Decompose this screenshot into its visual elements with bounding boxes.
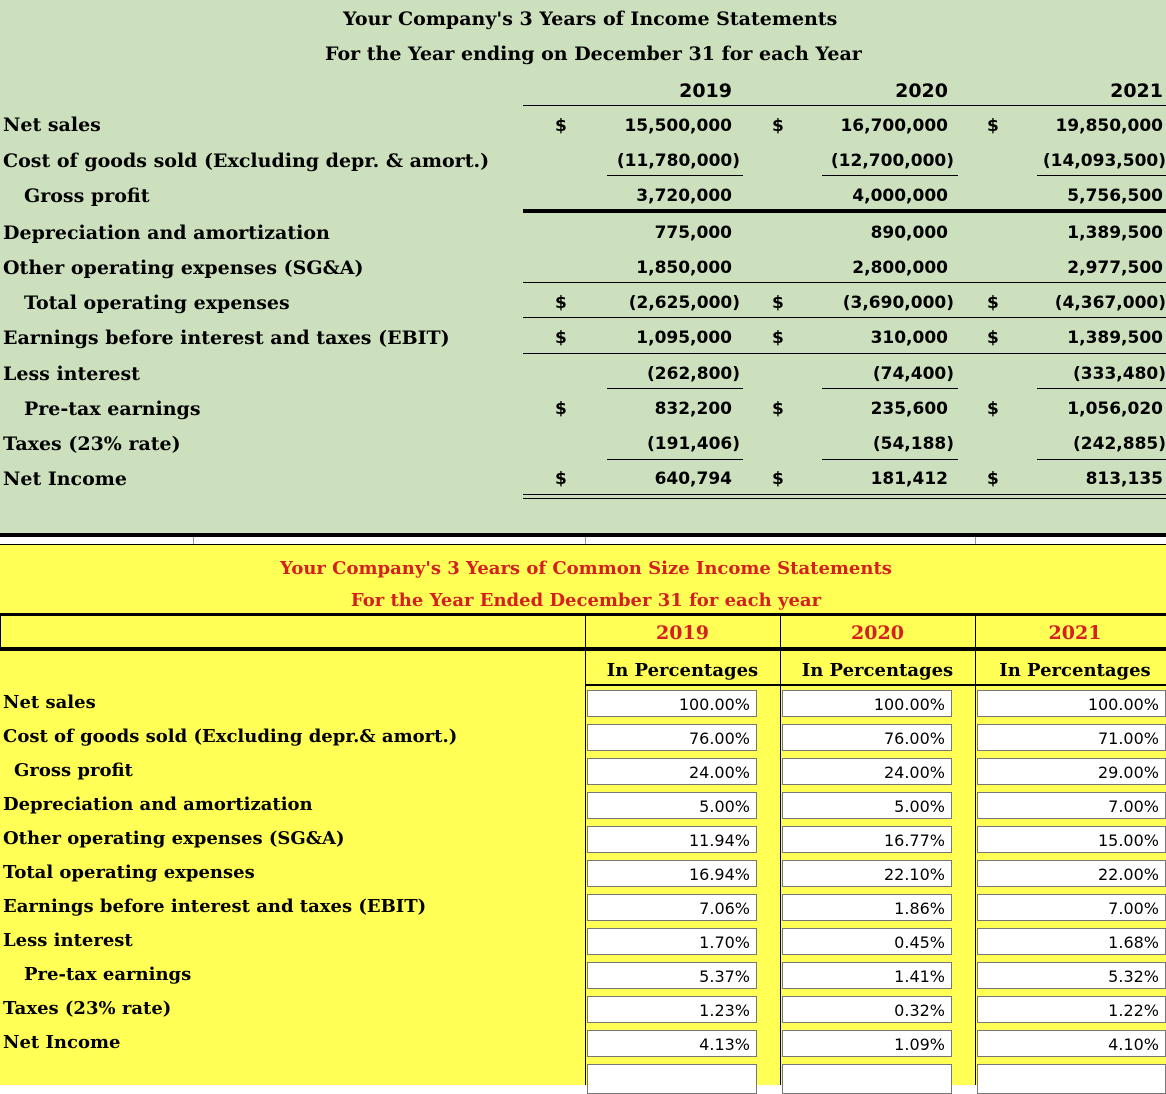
pct-value: 76.00% bbox=[688, 729, 750, 748]
row-label-less-interest: Less interest bbox=[3, 363, 140, 385]
pct-value: 0.32% bbox=[894, 1001, 945, 1020]
pct-value: 5.37% bbox=[699, 967, 750, 986]
cs-row-label-taxes: Taxes (23% rate) bbox=[3, 998, 172, 1019]
pct-cell-2021[interactable] bbox=[977, 996, 1166, 1023]
pct-cell-2019[interactable] bbox=[587, 928, 757, 955]
pct-cell-2021[interactable] bbox=[977, 724, 1166, 751]
pct-value: 5.00% bbox=[894, 797, 945, 816]
pct-cell-2019[interactable] bbox=[587, 1030, 757, 1057]
pct-value: 7.00% bbox=[1108, 797, 1159, 816]
pct-value: 11.94% bbox=[688, 831, 750, 850]
total-opex-2021: (4,367,000) bbox=[1054, 293, 1166, 313]
dollar-sign: $ bbox=[772, 116, 784, 136]
taxes-underline-2021 bbox=[1037, 459, 1166, 460]
pct-cell-2019[interactable] bbox=[587, 962, 757, 989]
dollar-sign: $ bbox=[555, 399, 567, 419]
pretax-2020: 235,600 bbox=[870, 399, 948, 419]
pct-value: 71.00% bbox=[1097, 729, 1159, 748]
depreciation-2021: 1,389,500 bbox=[1067, 223, 1163, 243]
row-label-sga: Other operating expenses (SG&A) bbox=[3, 257, 364, 279]
dollar-sign: $ bbox=[772, 469, 784, 489]
pct-cell-2020[interactable] bbox=[782, 928, 952, 955]
dollar-sign: $ bbox=[772, 399, 784, 419]
pct-value: 1.86% bbox=[894, 899, 945, 918]
cogs-underline-2021 bbox=[1037, 175, 1166, 176]
dollar-sign: $ bbox=[772, 293, 784, 313]
taxes-underline-2020 bbox=[822, 459, 958, 460]
pct-cell-2020[interactable] bbox=[782, 758, 952, 785]
pct-cell-2021[interactable] bbox=[977, 758, 1166, 785]
income-statement-subtitle: For the Year ending on December 31 for each Year bbox=[325, 43, 862, 65]
cs-row-label-less-interest: Less interest bbox=[3, 930, 133, 951]
pct-value: 1.22% bbox=[1108, 1001, 1159, 1020]
taxes-underline-2019 bbox=[607, 459, 743, 460]
gross-profit-thick-rule bbox=[523, 209, 1166, 213]
dollar-sign: $ bbox=[555, 116, 567, 136]
dollar-sign: $ bbox=[772, 328, 784, 348]
common-size-panel bbox=[0, 545, 1166, 1085]
cs-row-label-net-sales: Net sales bbox=[3, 692, 96, 713]
pretax-2021: 1,056,020 bbox=[1067, 399, 1163, 419]
cs-row-label-total-opex: Total operating expenses bbox=[3, 862, 255, 883]
sga-2021: 2,977,500 bbox=[1067, 258, 1163, 278]
pct-value: 4.10% bbox=[1108, 1035, 1159, 1054]
cs-col-header-2021: In Percentages bbox=[999, 660, 1151, 681]
col-header-rule bbox=[585, 684, 1166, 686]
pct-value: 22.10% bbox=[883, 865, 945, 884]
cs-row-label-cogs: Cost of goods sold (Excluding depr.& amort.) bbox=[3, 726, 458, 747]
cogs-underline-2020 bbox=[822, 175, 958, 176]
pct-cell-2021[interactable] bbox=[977, 894, 1166, 921]
empty-cell[interactable] bbox=[587, 1064, 757, 1094]
income-statement-panel bbox=[0, 0, 1166, 533]
row-label-depreciation: Depreciation and amortization bbox=[3, 222, 330, 244]
cs-year-2021: 2021 bbox=[1048, 622, 1102, 644]
row-label-total-opex: Total operating expenses bbox=[24, 292, 290, 314]
cs-col-header-2019: In Percentages bbox=[606, 660, 759, 681]
interest-2020: (74,400) bbox=[872, 364, 954, 384]
pct-value: 7.06% bbox=[699, 899, 750, 918]
net-sales-2021: 19,850,000 bbox=[1055, 116, 1163, 136]
pct-cell-2021[interactable] bbox=[977, 962, 1166, 989]
cs-row-label-pretax: Pre-tax earnings bbox=[24, 964, 192, 985]
taxes-2020: (54,188) bbox=[872, 434, 954, 454]
pct-value: 100.00% bbox=[1087, 695, 1159, 714]
interest-2019: (262,800) bbox=[647, 364, 740, 384]
pct-value: 100.00% bbox=[678, 695, 750, 714]
ebit-2020: 310,000 bbox=[870, 328, 948, 348]
taxes-2021: (242,885) bbox=[1073, 434, 1166, 454]
interest-underline-2019 bbox=[607, 388, 743, 389]
interest-underline-2021 bbox=[1037, 388, 1166, 389]
pct-value: 16.94% bbox=[688, 865, 750, 884]
pct-cell-2020[interactable] bbox=[782, 996, 952, 1023]
common-size-subtitle: For the Year Ended December 31 for each year bbox=[350, 590, 822, 611]
net-sales-2020: 16,700,000 bbox=[840, 116, 948, 136]
pct-value: 1.09% bbox=[894, 1035, 945, 1054]
dollar-sign: $ bbox=[555, 469, 567, 489]
empty-cell[interactable] bbox=[977, 1064, 1166, 1094]
pct-value: 24.00% bbox=[883, 763, 945, 782]
subtitle-rule bbox=[0, 613, 1166, 616]
ebit-2019: 1,095,000 bbox=[636, 328, 732, 348]
pct-value: 76.00% bbox=[883, 729, 945, 748]
pct-value: 5.00% bbox=[699, 797, 750, 816]
pct-value: 29.00% bbox=[1097, 763, 1159, 782]
year-header-2021: 2021 bbox=[1110, 80, 1163, 102]
pct-cell-2020[interactable] bbox=[782, 962, 952, 989]
row-label-ebit: Earnings before interest and taxes (EBIT) bbox=[3, 327, 450, 349]
cs-year-2019: 2019 bbox=[656, 622, 709, 644]
pct-cell-2021[interactable] bbox=[977, 690, 1166, 717]
cs-col-header-2020: In Percentages bbox=[801, 660, 954, 681]
cs-row-label-sga: Other operating expenses (SG&A) bbox=[3, 828, 345, 849]
pct-value: 22.00% bbox=[1097, 865, 1159, 884]
pct-value: 7.00% bbox=[1108, 899, 1159, 918]
pct-cell-2019[interactable] bbox=[587, 996, 757, 1023]
pct-value: 24.00% bbox=[688, 763, 750, 782]
taxes-2019: (191,406) bbox=[647, 434, 740, 454]
gross-profit-2021: 5,756,500 bbox=[1067, 186, 1163, 206]
pct-cell-2020[interactable] bbox=[782, 826, 952, 853]
cogs-underline-2019 bbox=[607, 175, 743, 176]
net-income-2020: 181,412 bbox=[870, 469, 948, 489]
year-header-2020: 2020 bbox=[895, 80, 948, 102]
pct-cell-2021[interactable] bbox=[977, 860, 1166, 887]
pct-value: 1.70% bbox=[699, 933, 750, 952]
ebit-2021: 1,389,500 bbox=[1067, 328, 1163, 348]
net-income-2021: 813,135 bbox=[1085, 469, 1163, 489]
pct-cell-2021[interactable] bbox=[977, 792, 1166, 819]
cs-row-label-net-income: Net Income bbox=[3, 1032, 121, 1053]
dollar-sign: $ bbox=[987, 469, 999, 489]
year-header-2019: 2019 bbox=[679, 80, 732, 102]
sga-2019: 1,850,000 bbox=[636, 258, 732, 278]
income-statement-title: Your Company's 3 Years of Income Statements bbox=[343, 8, 838, 30]
total-opex-2019: (2,625,000) bbox=[628, 293, 740, 313]
pct-value: 1.68% bbox=[1108, 933, 1159, 952]
cogs-2020: (12,700,000) bbox=[830, 151, 954, 171]
pct-cell-2021[interactable] bbox=[977, 1030, 1166, 1057]
gross-profit-2019: 3,720,000 bbox=[636, 186, 732, 206]
empty-cell[interactable] bbox=[782, 1064, 952, 1094]
sga-underline bbox=[523, 282, 1166, 283]
row-label-cogs: Cost of goods sold (Excluding depr. & amort.) bbox=[3, 150, 490, 172]
pct-cell-2021[interactable] bbox=[977, 928, 1166, 955]
pct-cell-2019[interactable] bbox=[587, 758, 757, 785]
pct-cell-2019[interactable] bbox=[587, 826, 757, 853]
depreciation-2019: 775,000 bbox=[654, 223, 732, 243]
dollar-sign: $ bbox=[987, 399, 999, 419]
net-income-double-rule-1 bbox=[523, 494, 1166, 495]
dollar-sign: $ bbox=[987, 328, 999, 348]
dollar-sign: $ bbox=[987, 116, 999, 136]
pct-cell-2020[interactable] bbox=[782, 792, 952, 819]
pct-value: 1.41% bbox=[894, 967, 945, 986]
pct-value: 1.23% bbox=[699, 1001, 750, 1020]
pct-cell-2020[interactable] bbox=[782, 724, 952, 751]
row-label-gross-profit: Gross profit bbox=[24, 185, 150, 207]
pct-value: 0.45% bbox=[894, 933, 945, 952]
pct-value: 4.13% bbox=[699, 1035, 750, 1054]
common-size-title: Your Company's 3 Years of Common Size Income Statements bbox=[280, 558, 892, 579]
opex-underline bbox=[523, 317, 1166, 318]
dollar-sign: $ bbox=[987, 293, 999, 313]
pct-value: 16.77% bbox=[883, 831, 945, 850]
year-row-rule bbox=[0, 647, 1166, 651]
ebit-underline bbox=[523, 353, 1166, 354]
pct-value: 15.00% bbox=[1097, 831, 1159, 850]
pct-cell-2020[interactable] bbox=[782, 1030, 952, 1057]
header-underline bbox=[523, 105, 1166, 106]
pct-cell-2020[interactable] bbox=[782, 860, 952, 887]
row-label-net-sales: Net sales bbox=[3, 114, 101, 136]
row-label-net-income: Net Income bbox=[3, 468, 127, 490]
dollar-sign: $ bbox=[555, 328, 567, 348]
dollar-sign: $ bbox=[555, 293, 567, 313]
interest-underline-2020 bbox=[822, 388, 958, 389]
pct-cell-2020[interactable] bbox=[782, 894, 952, 921]
net-income-2019: 640,794 bbox=[654, 469, 732, 489]
cs-row-label-depreciation: Depreciation and amortization bbox=[3, 794, 313, 815]
cs-row-label-gross-profit: Gross profit bbox=[14, 760, 133, 781]
pretax-2019: 832,200 bbox=[654, 399, 732, 419]
cs-year-2020: 2020 bbox=[851, 622, 904, 644]
row-label-taxes: Taxes (23% rate) bbox=[3, 433, 181, 455]
cogs-2019: (11,780,000) bbox=[616, 151, 740, 171]
gross-profit-2020: 4,000,000 bbox=[852, 186, 948, 206]
pct-cell-2021[interactable] bbox=[977, 826, 1166, 853]
net-income-double-rule-2 bbox=[523, 498, 1166, 499]
row-label-pretax: Pre-tax earnings bbox=[24, 398, 201, 420]
pct-cell-2019[interactable] bbox=[587, 690, 757, 717]
depreciation-2020: 890,000 bbox=[870, 223, 948, 243]
cogs-2021: (14,093,500) bbox=[1042, 151, 1166, 171]
pct-cell-2019[interactable] bbox=[587, 724, 757, 751]
pct-cell-2019[interactable] bbox=[587, 894, 757, 921]
pct-cell-2019[interactable] bbox=[587, 792, 757, 819]
net-sales-2019: 15,500,000 bbox=[624, 116, 732, 136]
pct-cell-2019[interactable] bbox=[587, 860, 757, 887]
cs-row-label-ebit: Earnings before interest and taxes (EBIT) bbox=[3, 896, 427, 917]
pct-value: 5.32% bbox=[1108, 967, 1159, 986]
interest-2021: (333,480) bbox=[1073, 364, 1166, 384]
pct-value: 100.00% bbox=[873, 695, 945, 714]
sga-2020: 2,800,000 bbox=[852, 258, 948, 278]
total-opex-2020: (3,690,000) bbox=[842, 293, 954, 313]
pct-cell-2020[interactable] bbox=[782, 690, 952, 717]
